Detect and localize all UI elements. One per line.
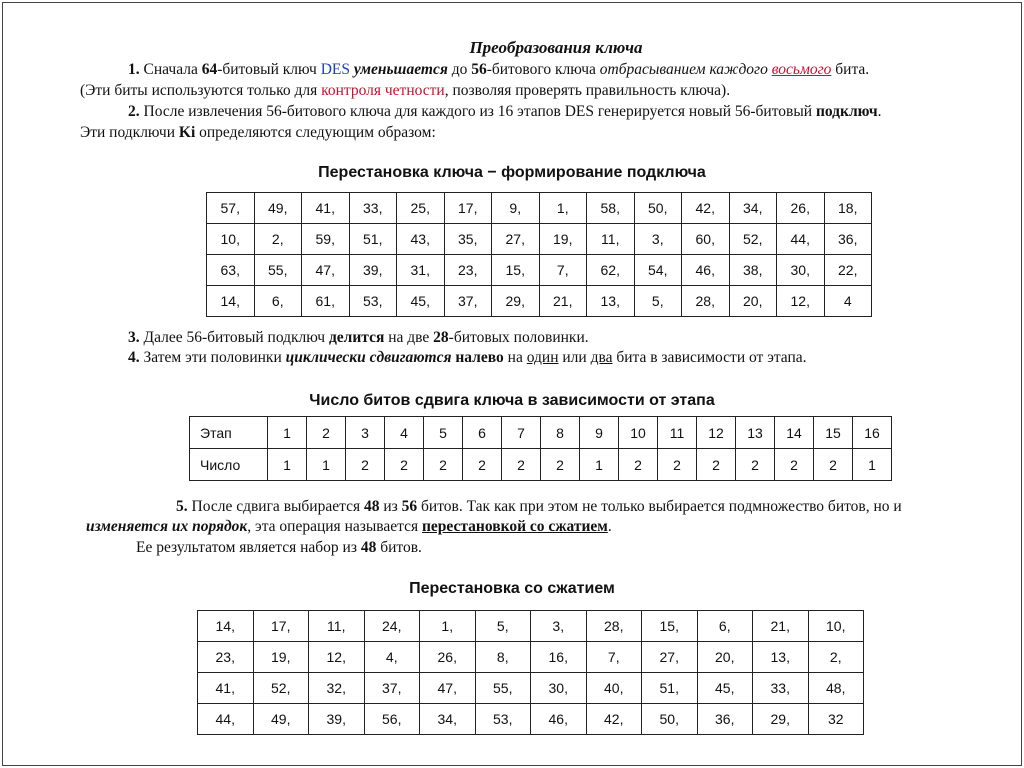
- table-cell: 2: [541, 449, 580, 481]
- table-cell: 49,: [253, 704, 309, 735]
- table-cell: 2: [775, 449, 814, 481]
- table-cell: 53,: [475, 704, 531, 735]
- table-cell: 5,: [634, 286, 682, 317]
- table-cell: 28,: [682, 286, 730, 317]
- table-cell: 44,: [777, 224, 825, 255]
- table-cell: 20,: [729, 286, 777, 317]
- table-cell: 8: [541, 417, 580, 449]
- table-cell: 14,: [198, 611, 254, 642]
- table-cell: 32,: [309, 673, 365, 704]
- table-cell: 18,: [824, 193, 872, 224]
- paragraph-5-cont: изменяется их порядок, эта операция называется перестановкой со сжатием.: [86, 518, 612, 535]
- table-cell: 19,: [539, 224, 587, 255]
- paragraph-5: 5. После сдвига выбирается 48 из 56 битов. Так как при этом не только выбирается подмножество битов, но и: [176, 498, 902, 515]
- paragraph-2-cont: Эти подключи Ki определяются следующим образом:: [80, 124, 436, 141]
- table-cell: 41,: [302, 193, 350, 224]
- table-row: [198, 642, 864, 673]
- table-cell: 26,: [777, 193, 825, 224]
- table-cell: 27,: [642, 642, 698, 673]
- table-cell: 15,: [642, 611, 698, 642]
- table-cell: 61,: [302, 286, 350, 317]
- table-cell: 60,: [682, 224, 730, 255]
- table-cell: 10,: [808, 611, 864, 642]
- table-cell: 20,: [697, 642, 753, 673]
- paragraph-2: 2. После извлечения 56-битового ключа для каждого из 16 этапов DES генерируется новый 56-битовый подключ.: [128, 103, 882, 120]
- table-cell: 52,: [729, 224, 777, 255]
- table-row: [190, 449, 892, 481]
- table-cell: 55,: [254, 255, 302, 286]
- table-cell: 21,: [539, 286, 587, 317]
- table-cell: 44,: [198, 704, 254, 735]
- table-cell: 4: [385, 417, 424, 449]
- page-title: Преобразования ключа: [469, 38, 643, 57]
- row-label: Этап: [190, 417, 268, 449]
- table-cell: 34,: [729, 193, 777, 224]
- table-row: [207, 286, 872, 317]
- table-cell: 16: [853, 417, 892, 449]
- table-cell: 22,: [824, 255, 872, 286]
- shift-count-table: [189, 416, 892, 481]
- table-cell: 1,: [420, 611, 476, 642]
- table-cell: 50,: [634, 193, 682, 224]
- table-cell: 7,: [539, 255, 587, 286]
- table-cell: 46,: [531, 704, 587, 735]
- table-cell: 7,: [586, 642, 642, 673]
- table-cell: 49,: [254, 193, 302, 224]
- table-cell: 29,: [492, 286, 540, 317]
- table-cell: 2: [697, 449, 736, 481]
- table-cell: 15,: [492, 255, 540, 286]
- table-cell: 25,: [397, 193, 445, 224]
- table-cell: 21,: [753, 611, 809, 642]
- table-cell: 39,: [309, 704, 365, 735]
- table-cell: 11,: [309, 611, 365, 642]
- table-cell: 40,: [586, 673, 642, 704]
- table-cell: 2: [346, 449, 385, 481]
- table-cell: 57,: [207, 193, 255, 224]
- table-cell: 32: [808, 704, 864, 735]
- table-cell: 13: [736, 417, 775, 449]
- paragraph-5-result: Ее результатом является набор из 48 битов.: [136, 539, 422, 556]
- paragraph-1: 1. Сначала 64-битовый ключ DES уменьшается до 56-битового ключа отбрасыванием каждого восьмого бита.: [128, 61, 870, 78]
- table-cell: 2: [814, 449, 853, 481]
- table-cell: 42,: [682, 193, 730, 224]
- table-cell: 54,: [634, 255, 682, 286]
- table-cell: 14: [775, 417, 814, 449]
- table-cell: 50,: [642, 704, 698, 735]
- table-cell: 2: [424, 449, 463, 481]
- table-cell: 30,: [531, 673, 587, 704]
- table-cell: 48,: [808, 673, 864, 704]
- paragraph-3: 3. Далее 56-битовый подключ делится на две 28-битовых половинки.: [128, 329, 589, 346]
- table-cell: 9,: [492, 193, 540, 224]
- table-cell: 23,: [198, 642, 254, 673]
- table-cell: 2: [658, 449, 697, 481]
- table-row: [198, 673, 864, 704]
- table-cell: 11,: [587, 224, 635, 255]
- table-cell: 3: [346, 417, 385, 449]
- table-row: [207, 255, 872, 286]
- table-cell: 42,: [586, 704, 642, 735]
- table-cell: 24,: [364, 611, 420, 642]
- table-cell: 23,: [444, 255, 492, 286]
- table-cell: 27,: [492, 224, 540, 255]
- table-cell: 33,: [349, 193, 397, 224]
- table-cell: 13,: [753, 642, 809, 673]
- table-cell: 1: [580, 449, 619, 481]
- paragraph-1-note: (Эти биты используются только для контроля четности, позволяя проверять правильность ключа).: [80, 82, 731, 99]
- table-cell: 3,: [634, 224, 682, 255]
- table-row: [198, 611, 864, 642]
- table-cell: 11: [658, 417, 697, 449]
- table-cell: 47,: [302, 255, 350, 286]
- table-cell: 51,: [349, 224, 397, 255]
- table-cell: 34,: [420, 704, 476, 735]
- table-cell: 14,: [207, 286, 255, 317]
- table-cell: 43,: [397, 224, 445, 255]
- table-cell: 45,: [697, 673, 753, 704]
- table-cell: 2,: [808, 642, 864, 673]
- table-cell: 37,: [444, 286, 492, 317]
- table-cell: 3,: [531, 611, 587, 642]
- table-cell: 12,: [309, 642, 365, 673]
- table-cell: 38,: [729, 255, 777, 286]
- table-cell: 6,: [697, 611, 753, 642]
- table-cell: 62,: [587, 255, 635, 286]
- table-row: [190, 417, 892, 449]
- table-cell: 1,: [539, 193, 587, 224]
- table-cell: 1: [268, 449, 307, 481]
- table-cell: 1: [307, 449, 346, 481]
- table-cell: 2: [619, 449, 658, 481]
- table-cell: 1: [268, 417, 307, 449]
- table-cell: 55,: [475, 673, 531, 704]
- table-cell: 63,: [207, 255, 255, 286]
- table-row: [207, 193, 872, 224]
- table-cell: 36,: [697, 704, 753, 735]
- table-cell: 4: [824, 286, 872, 317]
- table-cell: 15: [814, 417, 853, 449]
- table-cell: 9: [580, 417, 619, 449]
- table-cell: 2: [463, 449, 502, 481]
- table-cell: 13,: [587, 286, 635, 317]
- table-cell: 30,: [777, 255, 825, 286]
- table-row: [198, 704, 864, 735]
- table-cell: 6,: [254, 286, 302, 317]
- key-permutation-table: [206, 192, 872, 317]
- table-cell: 2,: [254, 224, 302, 255]
- table-cell: 51,: [642, 673, 698, 704]
- table-cell: 58,: [587, 193, 635, 224]
- table-cell: 17,: [444, 193, 492, 224]
- table-cell: 2: [736, 449, 775, 481]
- table-cell: 45,: [397, 286, 445, 317]
- table-cell: 16,: [531, 642, 587, 673]
- table-cell: 36,: [824, 224, 872, 255]
- table-cell: 10,: [207, 224, 255, 255]
- table-cell: 4,: [364, 642, 420, 673]
- table-cell: 37,: [364, 673, 420, 704]
- table-cell: 26,: [420, 642, 476, 673]
- table-cell: 7: [502, 417, 541, 449]
- table-cell: 31,: [397, 255, 445, 286]
- table-cell: 59,: [302, 224, 350, 255]
- row-label: Число: [190, 449, 268, 481]
- paragraph-4: 4. Затем эти половинки циклически сдвигаются налево на один или два бита в зависимости от этапа.: [128, 349, 807, 366]
- table-cell: 33,: [753, 673, 809, 704]
- table-cell: 12,: [777, 286, 825, 317]
- key-permutation-title: Перестановка ключа − формирование подключа: [318, 164, 706, 181]
- table-cell: 47,: [420, 673, 476, 704]
- table-cell: 28,: [586, 611, 642, 642]
- table-cell: 41,: [198, 673, 254, 704]
- table-cell: 2: [385, 449, 424, 481]
- compression-permutation-table: [197, 610, 864, 735]
- table-cell: 53,: [349, 286, 397, 317]
- table-cell: 56,: [364, 704, 420, 735]
- table-cell: 2: [502, 449, 541, 481]
- table-cell: 6: [463, 417, 502, 449]
- table-cell: 29,: [753, 704, 809, 735]
- table-cell: 10: [619, 417, 658, 449]
- compression-permutation-title: Перестановка со сжатием: [409, 580, 615, 597]
- table-cell: 52,: [253, 673, 309, 704]
- table-row: [207, 224, 872, 255]
- table-cell: 35,: [444, 224, 492, 255]
- table-cell: 46,: [682, 255, 730, 286]
- table-cell: 12: [697, 417, 736, 449]
- table-cell: 19,: [253, 642, 309, 673]
- table-cell: 5: [424, 417, 463, 449]
- table-cell: 1: [853, 449, 892, 481]
- shift-count-title: Число битов сдвига ключа в зависимости от этапа: [309, 392, 715, 409]
- table-cell: 17,: [253, 611, 309, 642]
- table-cell: 8,: [475, 642, 531, 673]
- table-cell: 39,: [349, 255, 397, 286]
- table-cell: 2: [307, 417, 346, 449]
- table-cell: 5,: [475, 611, 531, 642]
